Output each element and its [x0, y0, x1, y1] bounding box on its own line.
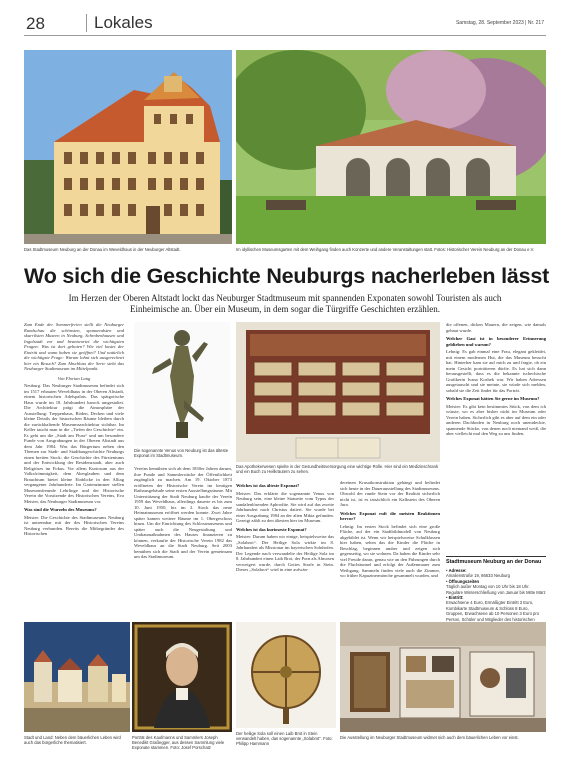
cabinet-caption: Das Apothekerwesen spielte in der Gesundheitsversorgung eine wichtige Rolle. Hier sind ein Medizinschrank und ein Buch zu Heilkräutern zu sehen.	[236, 464, 439, 475]
courtyard-caption: Im idyllischen Museumsgarten mit dem Weihgang finden auch Konzerte und andere Veranstaltungen statt. Fotos: Historischer Verein Neuburg an der Donau e.V.	[236, 247, 535, 252]
answer-paragraph: Meister: Die Geschichte des Stadtmuseums Neuburg ist untrennbar mit der des Historischen Vereins Neuburg verbunden. Bereits die Mitbegründer des Historischen	[24, 514, 124, 536]
question-heading: Welches Exponat hätten Sie gerne im Museum?	[446, 396, 540, 401]
town-model-caption: Stadt und Land: Neben dem bäuerlichen Leben wird auch das bürgerliche thematisiert.	[24, 735, 121, 746]
article-column-4	[340, 480, 440, 581]
answer-paragraph: Meister: Das erklärte die sogenannte Venus von Neuburg sein, eine kleine Statuette vom Typus der sandalenlösenden Aphrodite. Sie wird auf das zweite Jahrhundert nach Christus datiert. Sie wurde bei einer Ausgrabung 1984 an der alten Mikta gefunden. Gezeigt zählt zu den ältesten hier im Museum.	[236, 490, 334, 523]
question-heading: Welches Exponat ruft die meisten Reaktionen hervor?	[340, 510, 440, 521]
header-divider	[86, 14, 87, 32]
solabrot-caption: Der heilige Sola soll einen Laib Brot in Stein verwandelt haben, das sogenannte „Solabrot“. Foto: Philipp Hammann	[236, 731, 333, 747]
question-heading: Welches ist das älteste Exponat?	[236, 483, 300, 488]
info-value: Erwachsene 4 Euro, Ermäßigter Eintritt 3 Euro, Kombikarte Stadtmuseum & Schloss 8 Euro, Gruppen, Erwachsene ab 10 Personen 3 Euro pro Person, Schüler und Mitglieder des historischen	[446, 600, 540, 622]
info-item: • Adresse: Amalienstraße 19, 86633 Neuburg	[446, 568, 511, 579]
answer-paragraph: Meister: Es gibt kein bestimmtes Stück, von dem ich wüsste, wo es aber bisher nicht im Museum oder Verein haben. Sicherlich gibt es aber auf dem ein oder anderen Dachboden in Neuburg noch unentdeckte, spannende Stücke, von denen noch niemand weiß, die aber vielleicht mal den Weg zu uns finden.	[446, 403, 546, 436]
exhibition-caption: Die Ausstellung im Neuburger Stadtmuseum widmet sich auch dem bäuerlichen Leben vor einst.	[340, 735, 519, 740]
question-heading: Welches ist das kurioseste Exponat?	[236, 526, 307, 532]
info-value: Amalienstraße 19, 86633 Neuburg	[446, 573, 511, 579]
article-subhead: Im Herzen der Oberen Altstadt lockt das Neuburger Stadtmuseum mit spannenden Exponaten sowohl Touristen als auch Einheimische an. Über ein Museum, in dem sogar die Türgriffe Geschichten erzählen.	[68, 293, 502, 314]
portrait-caption: Porträt des Kaufmanns und Sammlers Joseph Benedikt Graßegger, aus dessen Sammlung viele Exponate stammen. Foto: Josef Porschatz	[132, 735, 225, 751]
info-key: Öffnungszeiten	[448, 578, 480, 584]
info-item: • Öffnungszeiten Täglich außer Montag von 10 Uhr bis 18 Uhr. Reguläre Winterschließung von Januar bis Mitte März	[446, 578, 546, 595]
portrait-photo	[132, 622, 232, 732]
issue-date: Samstag, 28. September 2023 | Nr. 217	[455, 20, 544, 26]
info-key: Eintritt:	[448, 595, 464, 601]
info-value: Täglich außer Montag von 10 Uhr bis 18 Uhr. Reguläre Winterschließung von Januar bis Mitte März	[446, 584, 546, 595]
body-paragraph: die offenen, dicken Mauern, die zeigen, wie damals gebaut wurde.	[446, 322, 546, 333]
info-item: • Eintritt: Erwachsene 4 Euro, Ermäßigter Eintritt 3 Euro, Kombikarte Stadtmuseum & Schloss 8 Euro, Gruppen, Erwachsene ab 10 Personen 3 Euro pro Person, Schüler und Mitglieder des historischen	[446, 595, 546, 627]
info-key: Adresse:	[448, 568, 467, 573]
exhibition-photo	[340, 622, 546, 732]
article-headline: Wo sich die Geschichte Neuburgs nacherleben lässt	[24, 264, 550, 288]
question-heading: Welcher Gast ist in besonderer Erinnerung geblieben und warum?	[446, 336, 546, 347]
series-intro: Zum Ende der Sommerferien stellt die Neuburger Rundschau die schönsten, spannendsten und skurrilsten Museen in Neuburg, Schrobenhausen und Ingolstadt vor und beantwortet die wichtigsten Fragen: Was ist dort geboten? Wie viel kostet der Eintritt und wann haben sie geöffnet? Und natürlich die wichtigste Frage: Warum lohnt sich ausgerechnet hier ein Besuch? Zum Abschluss der Serie steht das Neuburger Stadtmuseum im Mittelpunkt.	[24, 322, 124, 371]
answer-paragraph: Lehnig: Es gab einmal eine Frau, elegant gekleidet, mit einem modernen Hut, die das Museum besucht hat. Hinterher kam sie auf mich zu und fragte, ob ein mein Gesicht porträtieren dürfte. Es hat sich dann herausgestellt, dass es die bekannte tschechische Grafikerin Ivana Kosbek war. Wir haben Adressen ausgetauscht und sie meinte, sie würde sich melden, sobald sie die Zeit findet für das Porträt.	[446, 349, 546, 393]
section-title: Lokales	[94, 13, 153, 32]
venus-caption: Die sogenannte Venus von Neuburg ist das älteste Exponat im Stadtmuseum.	[134, 448, 229, 459]
body-paragraph: Neuburg. Das Neuburger Stadtmuseum befindet sich im 1517 erbauten Weveldhaus in der Oberen Altstadt, einem historischen Adelspalais. Das spätgotische Haus wurde im 18. Jahrhundert barock umgestaltet. Die Architektur prägt die Atmosphäre der Ausstellung: Treppenhaus, Böden, Decken und viele kleine Details der historischen Räume bleiben durch die zurückhaltende Museumsarchitektur sichtbar. Im Keller taucht man in die „Tiefen der Geschichte“ ein. Es geht um die „Stadt am Fluss“ und um besondere Funde von Ausgrabungen in der Oberen Altstadt aus dem Jahr 1984. Was das Bürgertum neben den Themen zur Stadt- und Stadtbaugeschichte Neuburgs einen breiten Stock: die Geschichte des Fürstentums und der Entwicklung der Residenzstadt, aber auch Religiöses im Fokus. Vor allem Kuriosum aus der Volksfrömmigkeit, dem Aberglauben und dem Brauchtum bietet kleine Einblicke in den Alltag vergangener Jahrhunderte. Im Gartenzimmer stellen Museumsfreunde Lehrlinge und der Historische Verein die Vorsitzende des Historischen Vereins, Eva Meister, das Neuburger Stadtmuseum vor.	[24, 383, 124, 504]
page-header	[24, 12, 546, 36]
answer-paragraph: Lehnig: Im ersten Stock befindet sich eine große Fläche, auf der ein Stadtbildmodell von Neuburg abgebildet ist. Wenn wir beispielsweise Schulklassen hier haben, sehen das die Kinder die Fläche in Beschlag, beginnen umher und zeigen sich gegenseitig, wo sie wohnen. Da haben die Kinder sehr viel Freude daran, genau wie an den Führungen durch die Fluchttunnel und erfolgt der Außenmauer zum Weihgang. Sammeln finden viele auch die Zimmer, wo früher Kapuzinermönche gesammelt wurden, und	[340, 523, 441, 578]
article-column-3	[236, 480, 334, 575]
body-paragraph: Vereins bemühten sich ab dem 1830er Jahren darum, ihre Funde und Sammlerstücke der Öffentlichkeit zugänglich zu machen. Am 19. Oktober 1873 eröffneten der Historische Verein im heutigen Rathausgebäude seine ersten Ausstellungsräume. Mit Unterstützung der Stadt Neuburg kaufte der Verein 1959 das Weveldhaus, allerdings dauerte es bis zum 10. Juni 1950, bis im 2. Stock das neue Heimatmuseum eröffnet werden konnte. Zwei Jahre später kamen weitere Räume im 1. Obergeschoss hinzu. Um die Einrichtung des Schlossmuseums und später auch die Neugestaltung und Umbaumaßnahmen des Hauses finanzieren zu können, verkaufte der Historische Verein 1982 das Weveldhaus an die Stadt Neuburg. Seit 2003 bemühen sich die Stadt und der Verein gemeinsam um das Stadtmuseum.	[134, 466, 232, 559]
apothecary-cabinet-photo	[236, 322, 440, 462]
question-heading: Was sind die Wurzeln des Museums?	[24, 507, 97, 512]
page-number: 28	[26, 14, 45, 33]
article-column-2	[134, 466, 232, 562]
byline: Von Florian Lang	[57, 375, 91, 381]
body-paragraph: dereinen Krusaikonstruktion gehängt und befindet sich heute in der Dauerausstellung des Stadtmuseums. Obwohl der runde Stein vor der Realität sicherlich nicht ist, ist es tatsächlich ein Kalkstein des Oberen Jura.	[340, 480, 440, 507]
article-column-5	[446, 322, 546, 439]
courtyard-photo	[236, 50, 546, 244]
article-column-1	[24, 322, 124, 539]
museum-building-photo	[24, 50, 232, 244]
info-box-title: Stadtmuseum Neuburg an der Donau	[446, 556, 546, 565]
solabrot-photo	[236, 622, 336, 728]
venus-photo	[134, 322, 230, 446]
museum-building-caption: Das Stadtmuseum Neuburg an der Donau im Weveldhaus in der Neuburger Altstadt.	[24, 247, 181, 252]
town-model-photo	[24, 622, 130, 732]
museum-info-box	[446, 556, 546, 627]
answer-paragraph: Meister: Darum haben wir einige, beispielsweise das „Solabrot“. Der Heilige Sola wirkte im 8. Jahrhundert als Missionar im bayerischen Solnhofen. Der Legende nach verwandelte der Heilige Sola im 8. Jahrhundert einen Laib Brot, der Porn als Almosen verweigert wurde, durch Gottes Strafe in Stein. Dieses „Solabrot“ wird in eine aufwän-	[236, 534, 334, 572]
